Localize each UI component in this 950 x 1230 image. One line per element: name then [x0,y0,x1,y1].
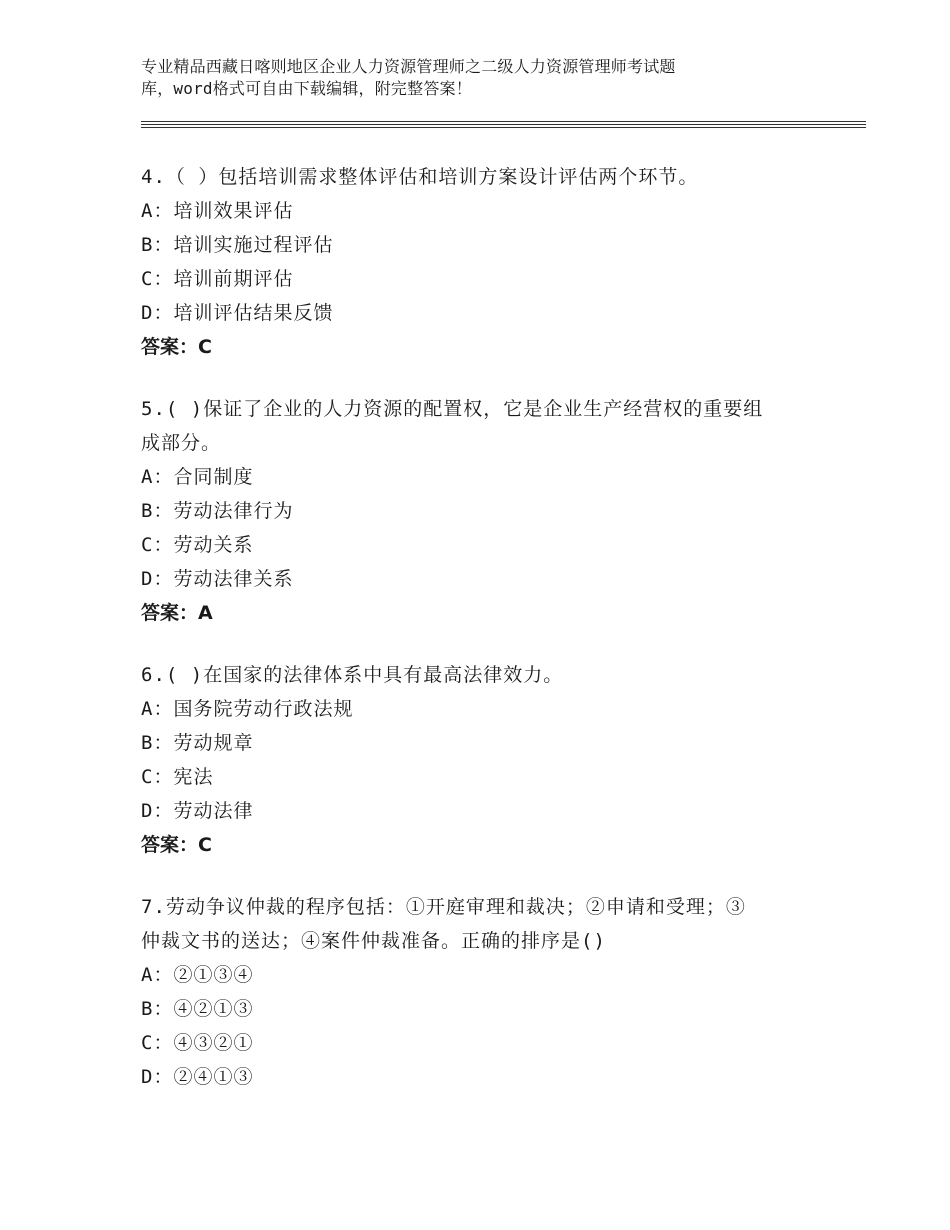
document-header [141,56,821,100]
option-d: D：劳动法律关系 [141,568,294,590]
option-a: A：培训效果评估 [141,200,294,222]
question-stem-continued: 仲裁文书的送达；④案件仲裁准备。正确的排序是() [141,930,606,952]
question-stem: 5.( )保证了企业的人力资源的配置权，它是企业生产经营权的重要组 [141,398,764,420]
question-stem: 7.劳动争议仲裁的程序包括：①开庭审理和裁决；②申请和受理；③ [141,896,746,918]
option-a: A：②①③④ [141,964,254,986]
header-divider-middle [141,124,866,125]
option-c: C：④③②① [141,1032,254,1054]
question-6 [141,658,841,862]
option-b: B：培训实施过程评估 [141,234,334,256]
option-d: D：②④①③ [141,1066,254,1088]
answer: 答案：A [141,602,213,624]
option-b: B：劳动法律行为 [141,500,294,522]
answer: 答案：C [141,834,212,856]
question-5 [141,392,841,630]
question-7 [141,890,841,1094]
option-c: C：劳动关系 [141,534,254,556]
option-b: B：劳动规章 [141,732,254,754]
option-d: D：劳动法律 [141,800,254,822]
header-divider-top [141,121,866,122]
question-stem: 6.( )在国家的法律体系中具有最高法律效力。 [141,664,564,686]
option-b: B：④②①③ [141,998,254,1020]
question-list [141,160,841,1122]
question-4 [141,160,841,364]
header-line-2: 库，word格式可自由下载编辑，附完整答案！ [141,79,472,98]
header-divider-bottom [141,127,866,128]
question-stem: 4.（ ）包括培训需求整体评估和培训方案设计评估两个环节。 [141,166,699,188]
option-a: A：合同制度 [141,466,254,488]
option-c: C：培训前期评估 [141,268,294,290]
option-d: D：培训评估结果反馈 [141,302,334,324]
header-line-1: 专业精品西藏日喀则地区企业人力资源管理师之二级人力资源管理师考试题 [141,57,676,76]
answer: 答案：C [141,336,212,358]
option-c: C：宪法 [141,766,214,788]
option-a: A：国务院劳动行政法规 [141,698,354,720]
question-stem-continued: 成部分。 [141,432,222,454]
